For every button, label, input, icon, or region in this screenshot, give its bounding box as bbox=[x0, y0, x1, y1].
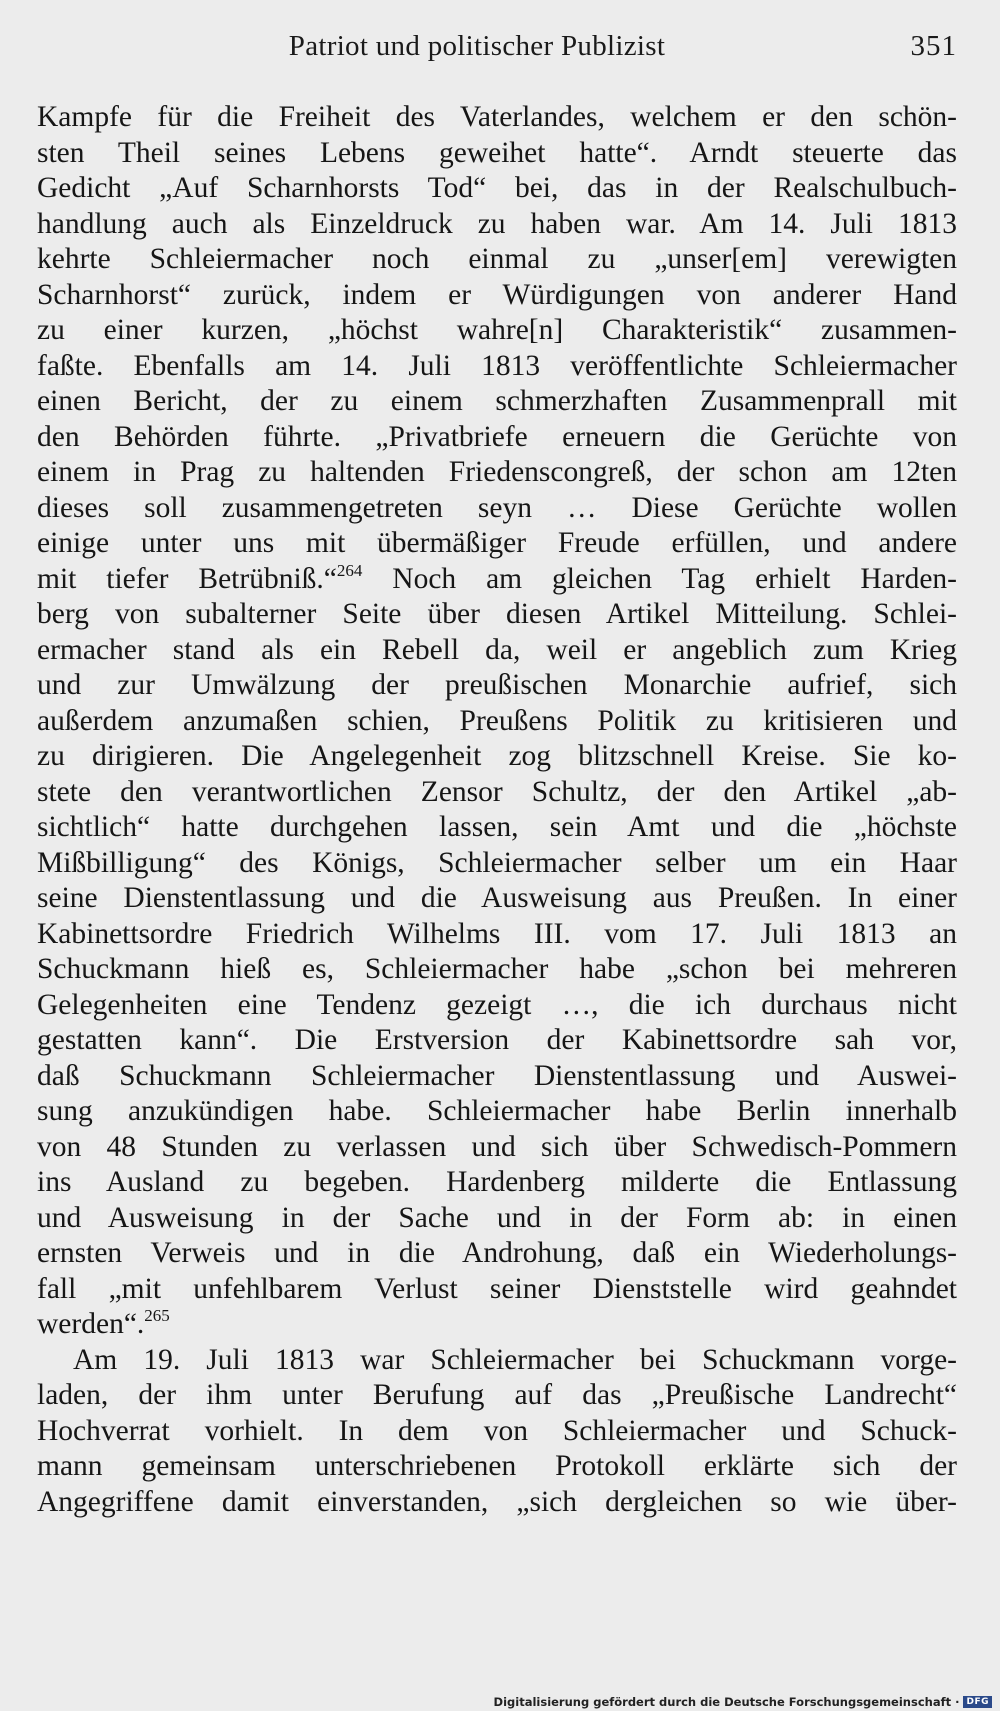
page-number: 351 bbox=[910, 30, 957, 62]
page-header bbox=[37, 26, 957, 70]
text-line: und Ausweisung in der Sache und in der Form ab: in einen bbox=[37, 1201, 957, 1234]
text-line: fall „mit unfehlbarem Verlust seiner Dienststelle wird geahndet bbox=[37, 1272, 957, 1305]
text-line: einem in Prag zu haltenden Friedenscongreß, der schon am 12ten bbox=[37, 456, 957, 488]
text-line: Gedicht „Auf Scharnhorsts Tod“ bei, das in der Realschulbuch- bbox=[37, 172, 957, 204]
text-line-with-footnote bbox=[37, 1307, 957, 1343]
digitization-credit bbox=[494, 1695, 992, 1709]
text-line: Mißbilligung“ des Königs, Schleiermacher selber um ein Haar bbox=[37, 846, 957, 879]
text-line: faßte. Ebenfalls am 14. Juli 1813 veröffentlichte Schleiermacher bbox=[37, 349, 957, 382]
text-line: sung anzukündigen habe. Schleiermacher habe Berlin innerhalb bbox=[37, 1095, 957, 1127]
running-title: Patriot und politischer Publizist bbox=[288, 30, 666, 62]
line-text: werden“. bbox=[37, 1308, 145, 1340]
credit-text: Digitalisierung gefördert durch die Deutsche Forschungsgemeinschaft · bbox=[493, 1695, 960, 1709]
text-line: handlung auch als Einzeldruck zu haben war. Am 14. Juli 1813 bbox=[37, 207, 957, 240]
text-line: den Behörden führte. „Privatbriefe erneuern die Gerüchte von bbox=[37, 420, 957, 453]
text-line: Kampfe für die Freiheit des Vaterlandes, welchem er den schön- bbox=[37, 101, 957, 133]
text-line: stete den verantwortlichen Zensor Schultz, der den Artikel „ab- bbox=[37, 775, 957, 808]
text-line: kehrte Schleiermacher noch einmal zu „unser[em] verewigten bbox=[37, 243, 957, 275]
text-line: sten Theil seines Lebens geweihet hatte“. Arndt steuerte das bbox=[37, 136, 957, 169]
footnote-marker-264[interactable]: 264 bbox=[336, 560, 363, 580]
text-line-with-footnote bbox=[37, 562, 957, 598]
text-line: einige unter uns mit übermäßiger Freude erfüllen, und andere bbox=[37, 527, 957, 559]
text-line: ernsten Verweis und in die Androhung, daß ein Wiederholungs- bbox=[37, 1237, 957, 1269]
text-line: außerdem anzumaßen schien, Preußens Politik zu kritisieren und bbox=[37, 704, 957, 737]
text-line: einen Bericht, der zu einem schmerzhaften Zusammenprall mit bbox=[37, 385, 957, 417]
line-text: mit tiefer Betrübniß.“ bbox=[37, 562, 337, 595]
text-line: zu dirigieren. Die Angelegenheit zog blitzschnell Kreise. Sie ko- bbox=[37, 740, 957, 772]
text-line: ermacher stand als ein Rebell da, weil er angeblich zum Krieg bbox=[37, 633, 957, 666]
text-line: Kabinettsordre Friedrich Wilhelms III. vom 17. Juli 1813 an bbox=[37, 917, 957, 950]
text-line: berg von subalterner Seite über diesen Artikel Mitteilung. Schlei- bbox=[37, 598, 957, 630]
text-line: Am 19. Juli 1813 war Schleiermacher bei Schuckmann vorge- bbox=[73, 1343, 957, 1376]
text-line: zu einer kurzen, „höchst wahre[n] Charakteristik“ zusammen- bbox=[37, 314, 957, 346]
dfg-logo: DFG bbox=[963, 1696, 992, 1708]
text-line: Gelegenheiten eine Tendenz gezeigt …, die ich durchaus nicht bbox=[37, 988, 957, 1021]
text-line: mann gemeinsam unterschriebenen Protokoll erklärte sich der bbox=[37, 1450, 957, 1482]
text-line: laden, der ihm unter Berufung auf das „Preußische Landrecht“ bbox=[37, 1379, 957, 1411]
footnote-marker-265[interactable]: 265 bbox=[144, 1306, 170, 1325]
body-text bbox=[37, 100, 957, 1520]
text-line: daß Schuckmann Schleiermacher Dienstentlassung und Auswei- bbox=[37, 1059, 957, 1092]
text-line: Schuckmann hieß es, Schleiermacher habe „schon bei mehreren bbox=[37, 953, 957, 985]
text-line: Hochverrat vorhielt. In dem von Schleiermacher und Schuck- bbox=[37, 1414, 957, 1447]
text-line: und zur Umwälzung der preußischen Monarchie aufrief, sich bbox=[37, 669, 957, 701]
text-line: von 48 Stunden zu verlassen und sich über Schwedisch-Pommern bbox=[37, 1130, 957, 1163]
text-line: Scharnhorst“ zurück, indem er Würdigungen von anderer Hand bbox=[37, 278, 957, 311]
text-line: sichtlich“ hatte durchgehen lassen, sein Amt und die „höchste bbox=[37, 811, 957, 843]
paragraph-1 bbox=[37, 100, 957, 1343]
text-line: seine Dienstentlassung und die Ausweisung aus Preußen. In einer bbox=[37, 882, 957, 914]
line-text: Noch am gleichen Tag erhielt Harden- bbox=[362, 562, 957, 595]
text-line: dieses soll zusammengetreten seyn … Diese Gerüchte wollen bbox=[37, 491, 957, 524]
text-line: gestatten kann“. Die Erstversion der Kabinettsordre sah vor, bbox=[37, 1024, 957, 1056]
text-line: ins Ausland zu begeben. Hardenberg milderte die Entlassung bbox=[37, 1166, 957, 1198]
text-line: Angegriffene damit einverstanden, „sich dergleichen so wie über- bbox=[37, 1485, 957, 1518]
paragraph-2 bbox=[37, 1343, 957, 1521]
